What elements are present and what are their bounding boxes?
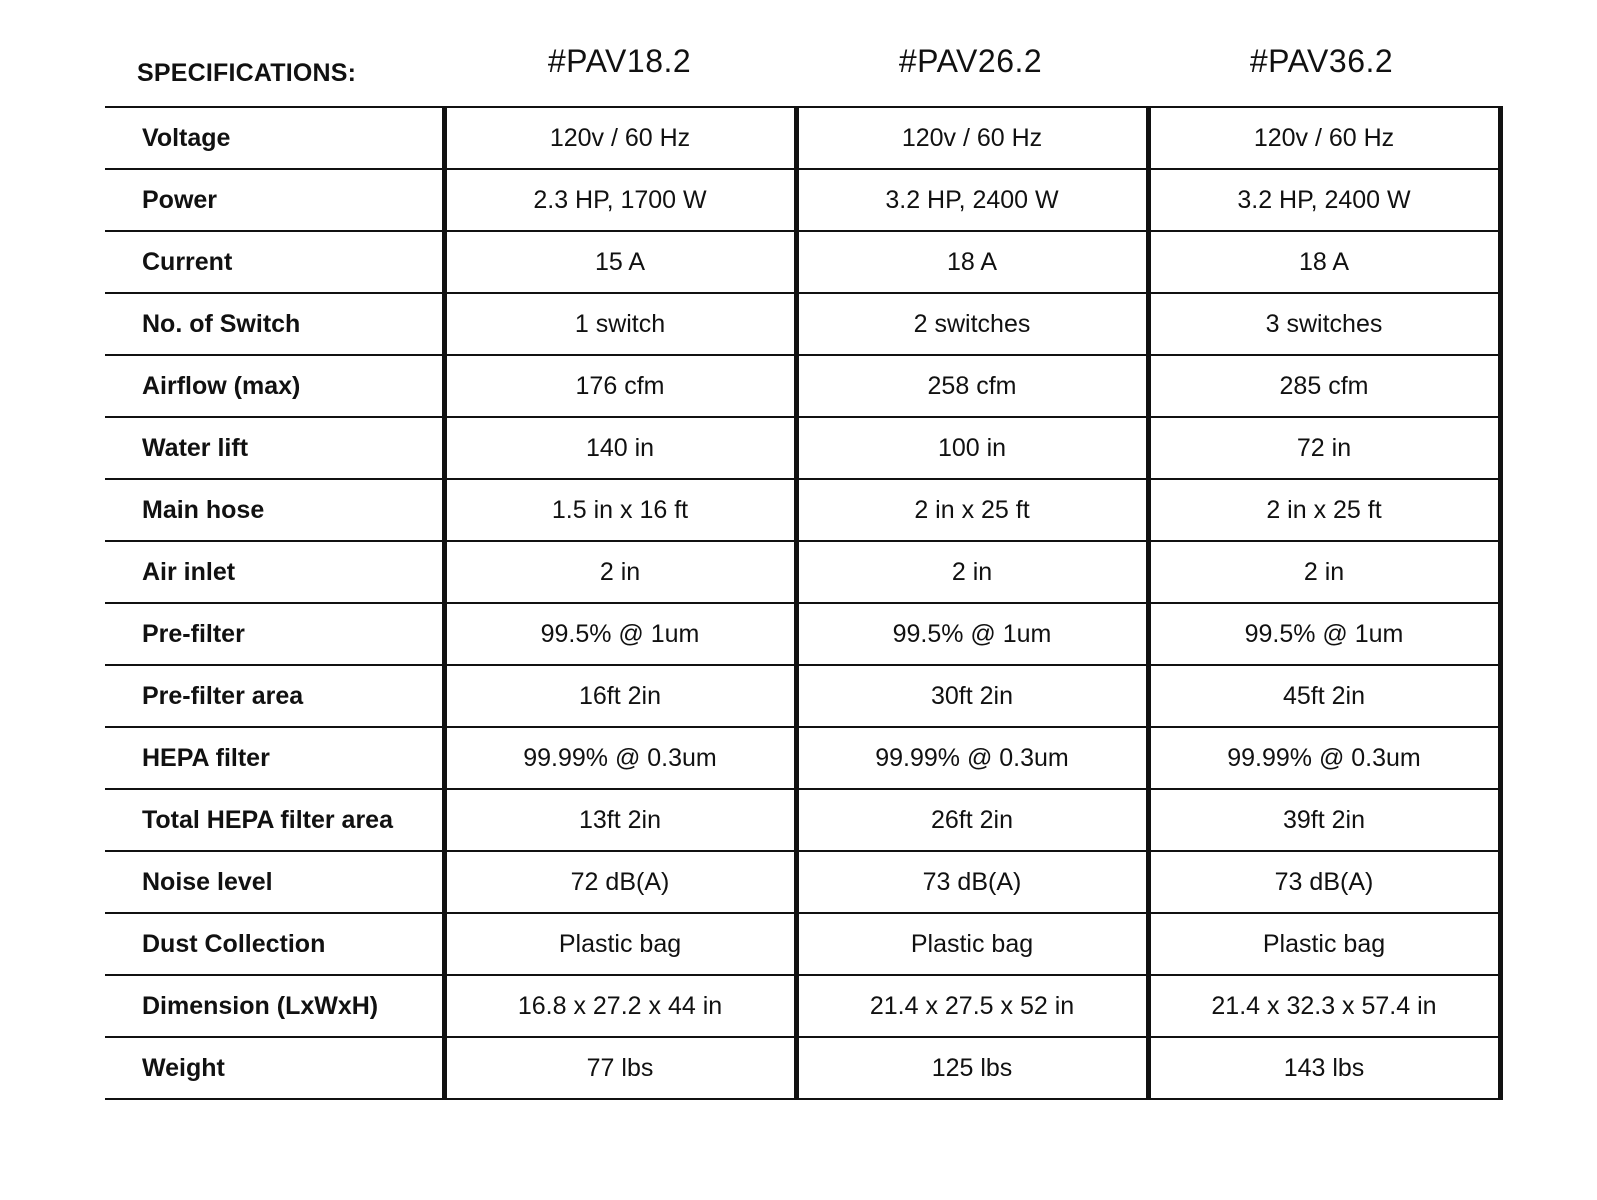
spec-value-pav36: 99.5% @ 1um (1148, 603, 1500, 665)
spec-value-pav26: 99.5% @ 1um (796, 603, 1148, 665)
spec-value-pav26: 120v / 60 Hz (796, 107, 1148, 169)
model-heading-pav36: #PAV36.2 (1249, 43, 1394, 79)
spec-label: Pre-filter area (105, 665, 444, 727)
spec-label: No. of Switch (105, 293, 444, 355)
spec-value-pav36: 21.4 x 32.3 x 57.4 in (1148, 975, 1500, 1037)
spec-value-pav18: 1 switch (444, 293, 796, 355)
spec-value-pav36: 99.99% @ 0.3um (1148, 727, 1500, 789)
spec-value-pav36: 2 in (1148, 541, 1500, 603)
table-row (105, 479, 1500, 541)
spec-value-pav26: Plastic bag (796, 913, 1148, 975)
table-row (105, 789, 1500, 851)
spec-value-pav36: 2 in x 25 ft (1148, 479, 1500, 541)
spec-value-pav26: 73 dB(A) (796, 851, 1148, 913)
spec-value-pav18: 72 dB(A) (444, 851, 796, 913)
table-row (105, 355, 1500, 417)
spec-label: Airflow (max) (105, 355, 444, 417)
table-row (105, 1037, 1500, 1099)
model-heading-pav18: #PAV18.2 (547, 43, 692, 79)
table-row (105, 417, 1500, 479)
spec-value-pav36: 143 lbs (1148, 1037, 1500, 1099)
spec-label: Total HEPA filter area (105, 789, 444, 851)
spec-value-pav36: 120v / 60 Hz (1148, 107, 1500, 169)
spec-value-pav26: 2 in x 25 ft (796, 479, 1148, 541)
spec-label: Main hose (105, 479, 444, 541)
spec-value-pav18: 77 lbs (444, 1037, 796, 1099)
spec-value-pav26: 30ft 2in (796, 665, 1148, 727)
spec-value-pav36: 3 switches (1148, 293, 1500, 355)
model-heading-pav26: #PAV26.2 (898, 43, 1043, 79)
spec-label: Current (105, 231, 444, 293)
spec-value-pav18: 2.3 HP, 1700 W (444, 169, 796, 231)
table-row (105, 913, 1500, 975)
spec-label: Air inlet (105, 541, 444, 603)
spec-value-pav26: 18 A (796, 231, 1148, 293)
spec-label: Voltage (105, 107, 444, 169)
spec-value-pav36: 45ft 2in (1148, 665, 1500, 727)
table-row (105, 851, 1500, 913)
spec-value-pav18: 16.8 x 27.2 x 44 in (444, 975, 796, 1037)
spec-value-pav36: 39ft 2in (1148, 789, 1500, 851)
spec-label: Pre-filter (105, 603, 444, 665)
spec-value-pav18: 140 in (444, 417, 796, 479)
spec-label: Water lift (105, 417, 444, 479)
spec-value-pav26: 125 lbs (796, 1037, 1148, 1099)
spec-value-pav26: 21.4 x 27.5 x 52 in (796, 975, 1148, 1037)
spec-value-pav36: 285 cfm (1148, 355, 1500, 417)
spec-label: Dust Collection (105, 913, 444, 975)
specifications-table-body (105, 107, 1500, 1099)
spec-value-pav26: 2 in (796, 541, 1148, 603)
spec-value-pav36: 18 A (1148, 231, 1500, 293)
table-row (105, 231, 1500, 293)
table-row (105, 603, 1500, 665)
spec-label: Weight (105, 1037, 444, 1099)
table-row (105, 665, 1500, 727)
spec-value-pav18: 15 A (444, 231, 796, 293)
spec-value-pav36: 73 dB(A) (1148, 851, 1500, 913)
table-row (105, 541, 1500, 603)
spec-value-pav26: 258 cfm (796, 355, 1148, 417)
spec-value-pav18: 13ft 2in (444, 789, 796, 851)
specifications-heading: SPECIFICATIONS: (137, 59, 357, 87)
spec-value-pav36: Plastic bag (1148, 913, 1500, 975)
spec-value-pav26: 2 switches (796, 293, 1148, 355)
spec-label: HEPA filter (105, 727, 444, 789)
table-row (105, 727, 1500, 789)
spec-value-pav18: 16ft 2in (444, 665, 796, 727)
spec-value-pav18: 2 in (444, 541, 796, 603)
specifications-table (105, 106, 1503, 1100)
spec-value-pav18: 1.5 in x 16 ft (444, 479, 796, 541)
spec-label: Noise level (105, 851, 444, 913)
spec-value-pav36: 3.2 HP, 2400 W (1148, 169, 1500, 231)
spec-value-pav26: 100 in (796, 417, 1148, 479)
spec-value-pav26: 99.99% @ 0.3um (796, 727, 1148, 789)
spec-value-pav18: 176 cfm (444, 355, 796, 417)
spec-value-pav26: 3.2 HP, 2400 W (796, 169, 1148, 231)
table-row (105, 975, 1500, 1037)
spec-label: Power (105, 169, 444, 231)
table-row (105, 107, 1500, 169)
spec-value-pav36: 72 in (1148, 417, 1500, 479)
spec-sheet (105, 30, 1505, 1100)
table-row (105, 293, 1500, 355)
table-row (105, 169, 1500, 231)
spec-value-pav26: 26ft 2in (796, 789, 1148, 851)
spec-header-row (105, 30, 1505, 106)
spec-label: Dimension (LxWxH) (105, 975, 444, 1037)
spec-value-pav18: 99.5% @ 1um (444, 603, 796, 665)
spec-value-pav18: 120v / 60 Hz (444, 107, 796, 169)
spec-value-pav18: Plastic bag (444, 913, 796, 975)
spec-value-pav18: 99.99% @ 0.3um (444, 727, 796, 789)
